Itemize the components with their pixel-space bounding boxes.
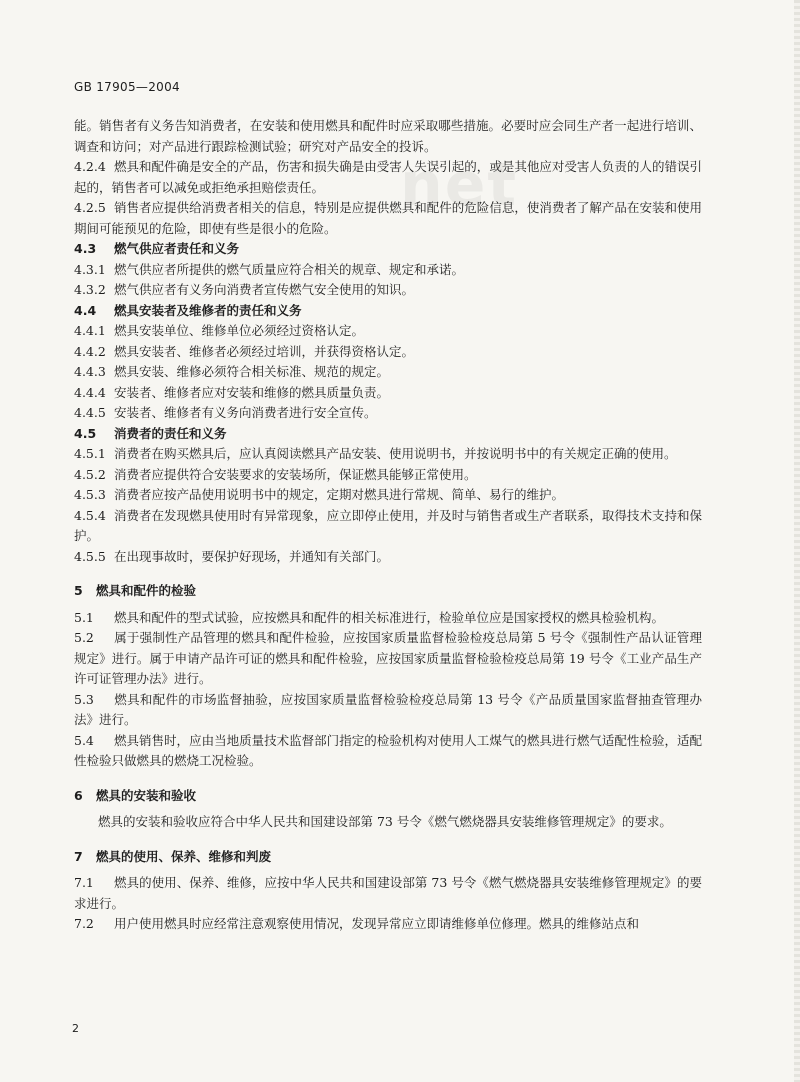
standard-header: GB 17905—2004	[74, 80, 180, 94]
section-heading-7: 7 燃具的使用、保养、维修和判废	[74, 848, 272, 864]
clause-4-4-3: 4.4.3 燃具安装、维修必须符合相关标准、规范的规定。	[74, 364, 390, 379]
body-text	[74, 116, 702, 935]
clause-number: 4.2.4	[74, 159, 106, 174]
clause-4-3-1: 4.3.1 燃气供应者所提供的燃气质量应符合相关的规章、规定和承诺。	[74, 261, 465, 277]
clause-4-5-3: 4.5.3 消费者应按产品使用说明书中的规定，定期对燃具进行常规、简单、易行的维护。	[74, 487, 565, 502]
clause-5-1: 5.1 燃具和配件的型式试验，应按燃具和配件的相关标准进行，检验单位应是国家授权的燃具检验机构。	[74, 609, 665, 625]
clause-number: 4.2.5	[74, 200, 106, 215]
scan-edge	[794, 0, 800, 1082]
section-heading-5: 5 燃具和配件的检验	[74, 583, 197, 598]
clause-5-4: 5.4 燃具销售时，应由当地质量技术监督部门指定的检验机构对使用人工煤气的燃具进行燃气适配性检验，适配性检验只做燃具的燃烧工况检验。	[74, 732, 702, 768]
paragraph: 能。销售者有义务告知消费者，在安装和使用燃具和配件时应采取哪些措施。必要时应会同生产者一起进行培训、调查和访问；对产品进行跟踪检测试验；研究对产品安全的投诉。	[74, 118, 702, 154]
clause-5-3: 5.3 燃具和配件的市场监督抽验，应按国家质量监督检验检疫总局第 13 号令《产品质量国家监督抽查管理办法》进行。	[74, 691, 702, 727]
clause-4-3-2: 4.3.2 燃气供应者有义务向消费者宣传燃气安全使用的知识。	[74, 282, 415, 297]
clause-7-1: 7.1 燃具的使用、保养、维修，应按中华人民共和国建设部第 73 号令《燃气燃烧器具安装维修管理规定》的要求进行。	[74, 875, 702, 911]
section-heading-6: 6 燃具的安装和验收	[74, 787, 197, 803]
clause-4-5-4: 4.5.4 消费者在发现燃具使用时有异常现象，应立即停止使用，并及时与销售者或生产者联系，取得技术支持和保护。	[74, 507, 702, 543]
clause-4-4-5: 4.4.5 安装者、维修者有义务向消费者进行安全宣传。	[74, 405, 377, 420]
clause-4-5-5: 4.5.5 在出现事故时，要保护好现场，并通知有关部门。	[74, 548, 390, 564]
section-heading-4-4: 4.4 燃具安装者及维修者的责任和义务	[74, 302, 302, 318]
section-heading-4-3: 4.3 燃气供应者责任和义务	[74, 241, 240, 256]
clause-4-2-5: 4.2.5 销售者应提供给消费者相关的信息，特别是应提供燃具和配件的危险信息，使消费者了解产品在安装和使用期间可能预见的危险，即使有些是很小的危险。	[74, 200, 702, 236]
clause-4-2-4: 4.2.4 燃具和配件确是安全的产品，伤害和损失确是由受害人失误引起的，或是其他应对受害人负责的人的错误引起的，销售者可以减免或拒绝承担赔偿责任。	[74, 159, 702, 195]
clause-7-2: 7.2 用户使用燃具时应经常注意观察使用情况，发现异常应立即请维修单位修理。燃具的维修站点和	[74, 916, 640, 931]
clause-4-4-2: 4.4.2 燃具安装者、维修者必须经过培训，并获得资格认定。	[74, 343, 415, 359]
watermark: net	[400, 150, 519, 220]
paragraph-6: 燃具的安装和验收应符合中华人民共和国建设部第 73 号令《燃气燃烧器具安装维修管理规定》的要求。	[98, 814, 672, 829]
page-number: 2	[72, 1022, 79, 1035]
clause-4-5-2: 4.5.2 消费者应提供符合安装要求的安装场所，保证燃具能够正常使用。	[74, 466, 477, 482]
clause-4-4-4: 4.4.4 安装者、维修者应对安装和维修的燃具质量负责。	[74, 384, 390, 400]
section-heading-4-5: 4.5 消费者的责任和义务	[74, 425, 227, 441]
clause-4-5-1: 4.5.1 消费者在购买燃具后，应认真阅读燃具产品安装、使用说明书，并按说明书中的有关规定正确的使用。	[74, 446, 677, 461]
clause-5-2: 5.2 属于强制性产品管理的燃具和配件检验，应按国家质量监督检验检疫总局第 5 号令《强制性产品认证管理规定》进行。属于申请产品许可证的燃具和配件检验，应按国家质量监督检验检疫总局第 19 号令《工业产品生产许可证管理办法》进行。	[74, 630, 702, 686]
clause-4-4-1: 4.4.1 燃具安装单位、维修单位必须经过资格认定。	[74, 323, 365, 338]
